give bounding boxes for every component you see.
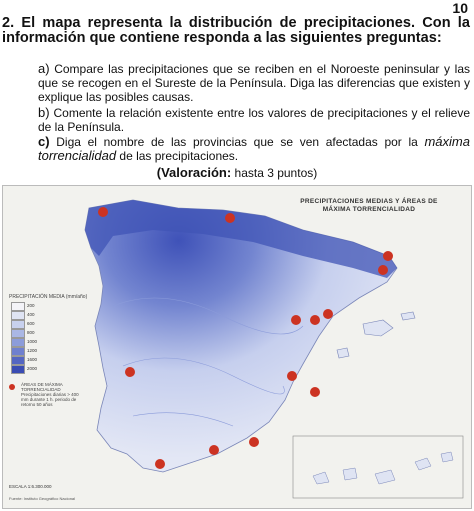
- question-heading: 2. El mapa representa la distribución de precipitaciones. Con la información que contiene responda a las siguientes preguntas:: [2, 15, 470, 46]
- part-c-text-2: de las precipitaciones.: [119, 149, 239, 163]
- torrential-dot: [378, 265, 388, 275]
- torrential-legend-text: [21, 382, 81, 407]
- legend-level-label: 600: [27, 321, 35, 326]
- part-a-letter: a): [38, 61, 50, 76]
- legend-level-label: 2000: [27, 366, 38, 371]
- torrential-dot: [310, 315, 320, 325]
- valoracion-line: [0, 165, 474, 180]
- part-a-text: Compare las precipitaciones que se reciben en el Noroeste peninsular y las que se recogen en el Sureste de la Península. Diga las diferencias que existen y explique las posibles causas.: [38, 62, 470, 104]
- question-part-c: [38, 135, 470, 163]
- legend-level-label: 800: [27, 330, 35, 335]
- part-b-text: Comente la relación existente entre los valores de precipitaciones y el relieve de la Península.: [38, 106, 471, 134]
- part-b-letter: b): [38, 105, 50, 120]
- map-source: Fuente: Instituto Geográfico Nacional: [9, 496, 76, 501]
- torrential-dot: [225, 213, 235, 223]
- menorca: [401, 312, 415, 320]
- torrential-legend-desc: Precipitaciones diarias > 400 mm durante 1 h. periodo de retorno 50 años: [21, 392, 79, 407]
- torrential-dot: [310, 387, 320, 397]
- legend-level-label: 200: [27, 303, 35, 308]
- ibiza: [337, 348, 349, 358]
- legend-level-label: 1200: [27, 348, 38, 353]
- question-part-b: [38, 106, 470, 134]
- canary-inset: [293, 436, 463, 498]
- torrential-dot: [249, 437, 259, 447]
- torrential-dot: [323, 309, 333, 319]
- legend-swatch: [11, 338, 25, 347]
- torrential-dot: [125, 367, 135, 377]
- legend-swatch: [11, 356, 25, 365]
- torrential-dot: [209, 445, 219, 455]
- legend-swatch: [11, 320, 25, 329]
- valoracion-value: hasta 3 puntos): [234, 166, 318, 180]
- page-number: 10: [452, 0, 468, 16]
- peninsula-land: [85, 200, 397, 472]
- question-part-a: [38, 62, 470, 104]
- part-c-italic: máxima torrencialidad: [38, 134, 470, 163]
- part-c-letter: c): [38, 134, 50, 149]
- legend-level-label: 1000: [27, 339, 38, 344]
- mallorca: [363, 320, 393, 336]
- legend-swatch: [11, 311, 25, 320]
- torrential-dot: [155, 459, 165, 469]
- map-title-line-2: MÁXIMA TORRENCIALIDAD: [322, 206, 416, 213]
- legend-level-label: 1600: [27, 357, 38, 362]
- torrential-legend-label: ÁREAS DE MÁXIMA TORRENCIALIDAD: [21, 382, 63, 392]
- valoracion-label: (Valoración:: [156, 165, 232, 180]
- part-c-text-1: Diga el nombre de las provincias que se ven afectadas por la: [56, 135, 418, 149]
- torrential-dot: [287, 371, 297, 381]
- precipitation-map: [2, 185, 472, 509]
- legend-swatch: [11, 302, 25, 311]
- torrential-dot: [291, 315, 301, 325]
- legend-swatch: [11, 365, 25, 374]
- map-scale: ESCALA 1:6.300.000: [9, 484, 52, 489]
- torrential-dot: [98, 207, 108, 217]
- torrential-legend-dot: [9, 384, 15, 390]
- map-title-line-1: PRECIPITACIONES MEDIAS Y ÁREAS DE: [300, 198, 438, 205]
- legend-title: PRECIPITACIÓN MEDIA (mm/año): [9, 294, 88, 300]
- map-title: [279, 198, 459, 214]
- legend-swatch: [11, 329, 25, 338]
- map-svg: [3, 186, 471, 508]
- legend-level-label: 400: [27, 312, 35, 317]
- torrential-dot: [383, 251, 393, 261]
- legend-swatch: [11, 347, 25, 356]
